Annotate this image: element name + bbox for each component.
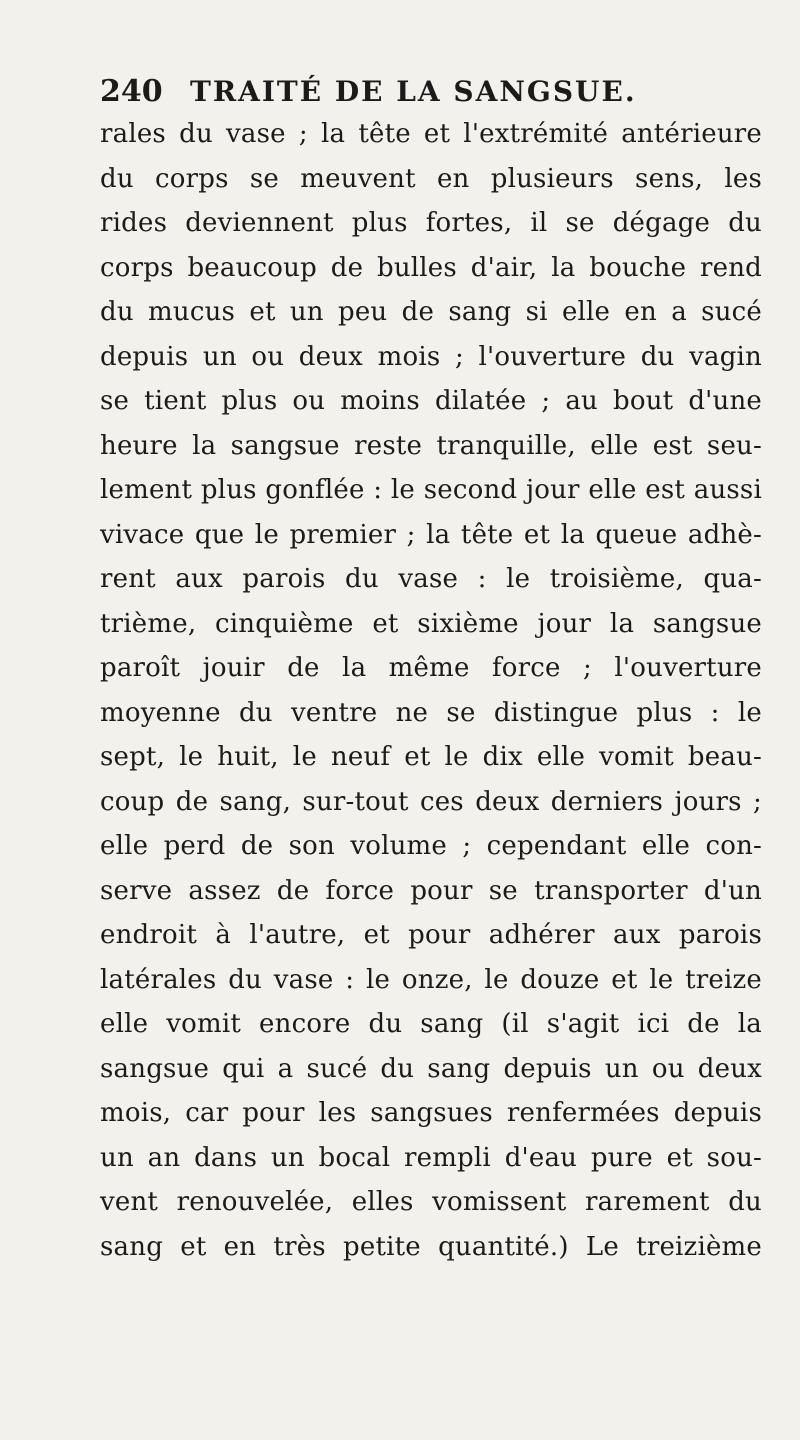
page-number: 240 xyxy=(100,74,163,109)
page-header xyxy=(100,72,762,112)
text-line: vent renouvelée, elles vomissent rarement du xyxy=(100,1187,762,1217)
text-line: serve assez de force pour se transporter d'un xyxy=(100,875,762,906)
running-title: TRAITÉ DE LA SANGSUE. xyxy=(190,75,637,108)
text-line: depuis un ou deux mois ; l'ouverture du vagin xyxy=(100,341,762,372)
text-line: sangsue qui a sucé du sang depuis un ou deux xyxy=(100,1053,762,1084)
text-line: elle perd de son volume ; cependant elle con- xyxy=(100,831,762,861)
text-line: du mucus et un peu de sang si elle en a sucé xyxy=(100,297,762,327)
text-line: latérales du vase : le onze, le douze et le treize xyxy=(100,964,762,995)
text-line: rent aux parois du vase : le troisième, qua- xyxy=(100,564,762,594)
text-line: corps beaucoup de bulles d'air, la bouche rend xyxy=(100,252,762,283)
text-line: sang et en très petite quantité.) Le treizième xyxy=(100,1231,762,1262)
text-line: rales du vase ; la tête et l'extrémité antérieure xyxy=(100,119,762,149)
text-line: elle vomit encore du sang (il s'agit ici de la xyxy=(100,1009,762,1039)
text-line: un an dans un bocal rempli d'eau pure et sou- xyxy=(100,1142,762,1173)
text-line: moyenne du ventre ne se distingue plus : le xyxy=(100,697,762,728)
text-line: vivace que le premier ; la tête et la queue adhè- xyxy=(100,519,762,550)
text-line: trième, cinquième et sixième jour la sangsue xyxy=(100,608,762,639)
text-line: sept, le huit, le neuf et le dix elle vomit beau- xyxy=(100,742,762,772)
body-text xyxy=(100,112,762,1269)
text-line: coup de sang, sur-tout ces deux derniers jours ; xyxy=(100,786,762,817)
text-line: mois, car pour les sangsues renfermées depuis xyxy=(100,1098,762,1128)
text-line: se tient plus ou moins dilatée ; au bout d'une xyxy=(100,386,762,416)
text-line: lement plus gonflée : le second jour elle est aussi xyxy=(100,475,762,505)
text-line: endroit à l'autre, et pour adhérer aux parois xyxy=(100,920,762,950)
text-line: paroît jouir de la même force ; l'ouverture xyxy=(100,653,762,683)
text-line: du corps se meuvent en plusieurs sens, les xyxy=(100,163,762,194)
text-line: heure la sangsue reste tranquille, elle est seu- xyxy=(100,430,762,461)
text-line: rides deviennent plus fortes, il se dégage du xyxy=(100,208,762,238)
